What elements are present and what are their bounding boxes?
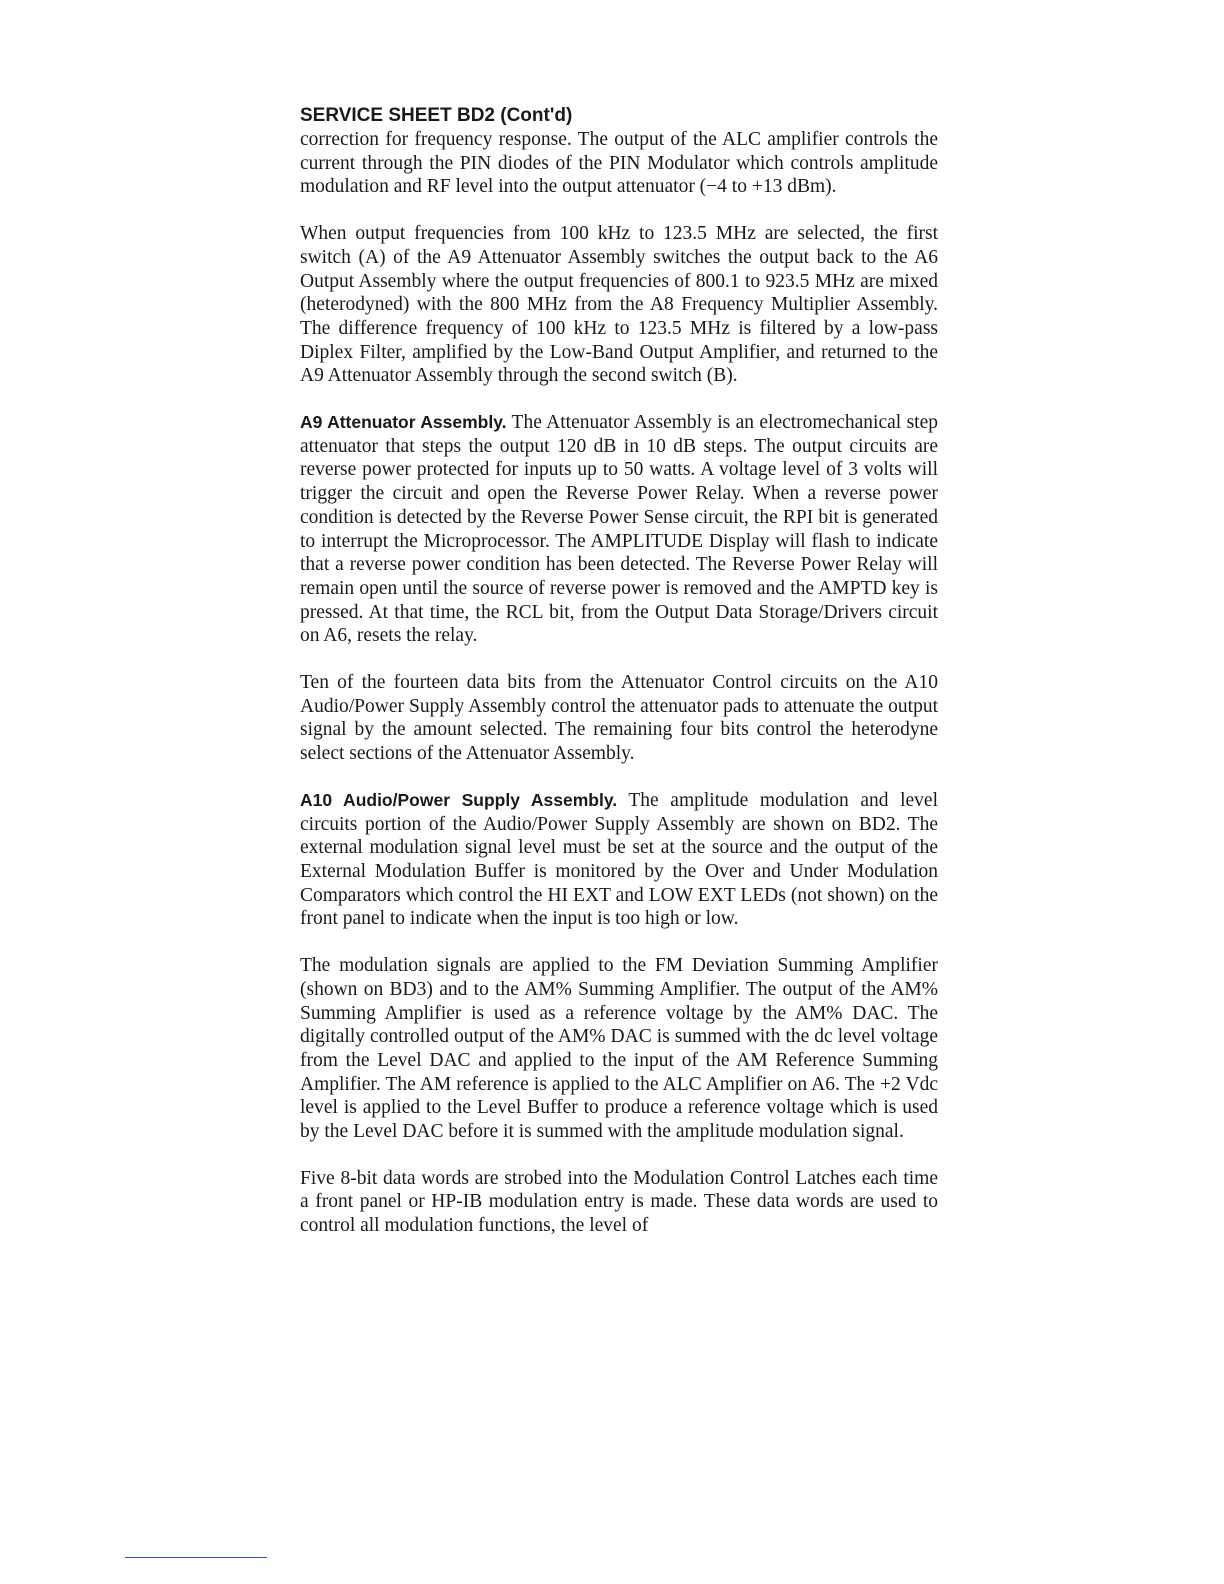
paragraph-alc-continuation: [300, 128, 938, 199]
paragraph-text: The amplitude modulation and level circuits portion of the Audio/Power Supply Assembly are shown on BD2. The external modulation signal level must be set at the source and the output of the External Modulation Buffer is monitored by the Over and Under Modulation Comparators which control the HI EXT and LOW EXT LEDs (not shown) on the front panel to indicate when the input is too high or low.: [300, 789, 938, 930]
paragraph-text: When output frequencies from 100 kHz to 123.5 MHz are selected, the first switch (A) of the A9 Attenuator Assembly switches the output back to the A6 Output Assembly where the output frequencies of 800.1 to 923.5 MHz are mixed (heterodyned) with the 800 MHz from the A8 Frequency Multiplier Assembly. The difference frequency of 100 kHz to 123.5 MHz is filtered by a low-pass Diplex Filter, amplified by the Low-Band Output Amplifier, and returned to the A9 Attenuator Assembly through the second switch (B).: [300, 223, 938, 387]
section-heading-a9-attenuator: A9 Attenuator Assembly.: [300, 412, 507, 433]
paragraph-low-band-path: [300, 222, 938, 388]
paragraph-text: The modulation signals are applied to the FM Deviation Summing Amplifier (shown on BD3) and to the AM% Summing Amplifier. The output of the AM% Summing Amplifier is used as a reference voltage by the AM% DAC. The digitally controlled output of the AM% DAC is summed with the dc level voltage from the Level DAC and applied to the input of the AM Reference Summing Amplifier. The AM reference is applied to the ALC Amplifier on A6. The +2 Vdc level is applied to the Level Buffer to produce a reference voltage which is used by the Level DAC before it is summed with the amplitude modulation signal.: [300, 955, 938, 1143]
paragraph-attenuator-data-bits: [300, 671, 938, 766]
document-page: [300, 104, 938, 1261]
paragraph-a9-attenuator: [300, 411, 938, 648]
paragraph-a10-audio-power: [300, 789, 938, 931]
paragraph-text: Ten of the fourteen data bits from the Attenuator Control circuits on the A10 Audio/Power Supply Assembly control the attenuator pads to attenuate the output signal by the amount selected. The remaining four bits control the heterodyne select sections of the Attenuator Assembly.: [300, 672, 938, 765]
paragraph-modulation-signals: [300, 954, 938, 1144]
section-heading-a10-audio-power: A10 Audio/Power Supply Assembly.: [300, 789, 618, 810]
paragraph-text: Five 8-bit data words are strobed into the Modulation Control Latches each time a front panel or HP-IB modulation entry is made. These data words are used to control all modulation functions, the level of: [300, 1167, 938, 1237]
paragraph-text: correction for frequency response. The output of the ALC amplifier controls the current through the PIN diodes of the PIN Modulator which controls amplitude modulation and RF level into the output attenuator (−4 to +13 dBm).: [300, 129, 938, 198]
paragraph-modulation-latches: [300, 1167, 938, 1238]
service-sheet-heading: SERVICE SHEET BD2 (Cont'd): [300, 105, 573, 126]
paragraph-text: The Attenuator Assembly is an electromechanical step attenuator that steps the output 120 dB in 10 dB steps. The output circuits are reverse power protected for inputs up to 50 watts. A voltage level of 3 volts will trigger the circuit and open the Reverse Power Relay. When a reverse power condition is detected by the Reverse Power Sense circuit, the RPI bit is generated to interrupt the Microprocessor. The AMPLITUDE Display will flash to indicate that a reverse power condition has been detected. The Reverse Power Relay will remain open until the source of reverse power is removed and the AMPTD key is pressed. At that time, the RCL bit, from the Output Data Storage/Drivers circuit on A6, resets the relay.: [300, 412, 938, 647]
footnote-divider: [125, 1557, 267, 1558]
